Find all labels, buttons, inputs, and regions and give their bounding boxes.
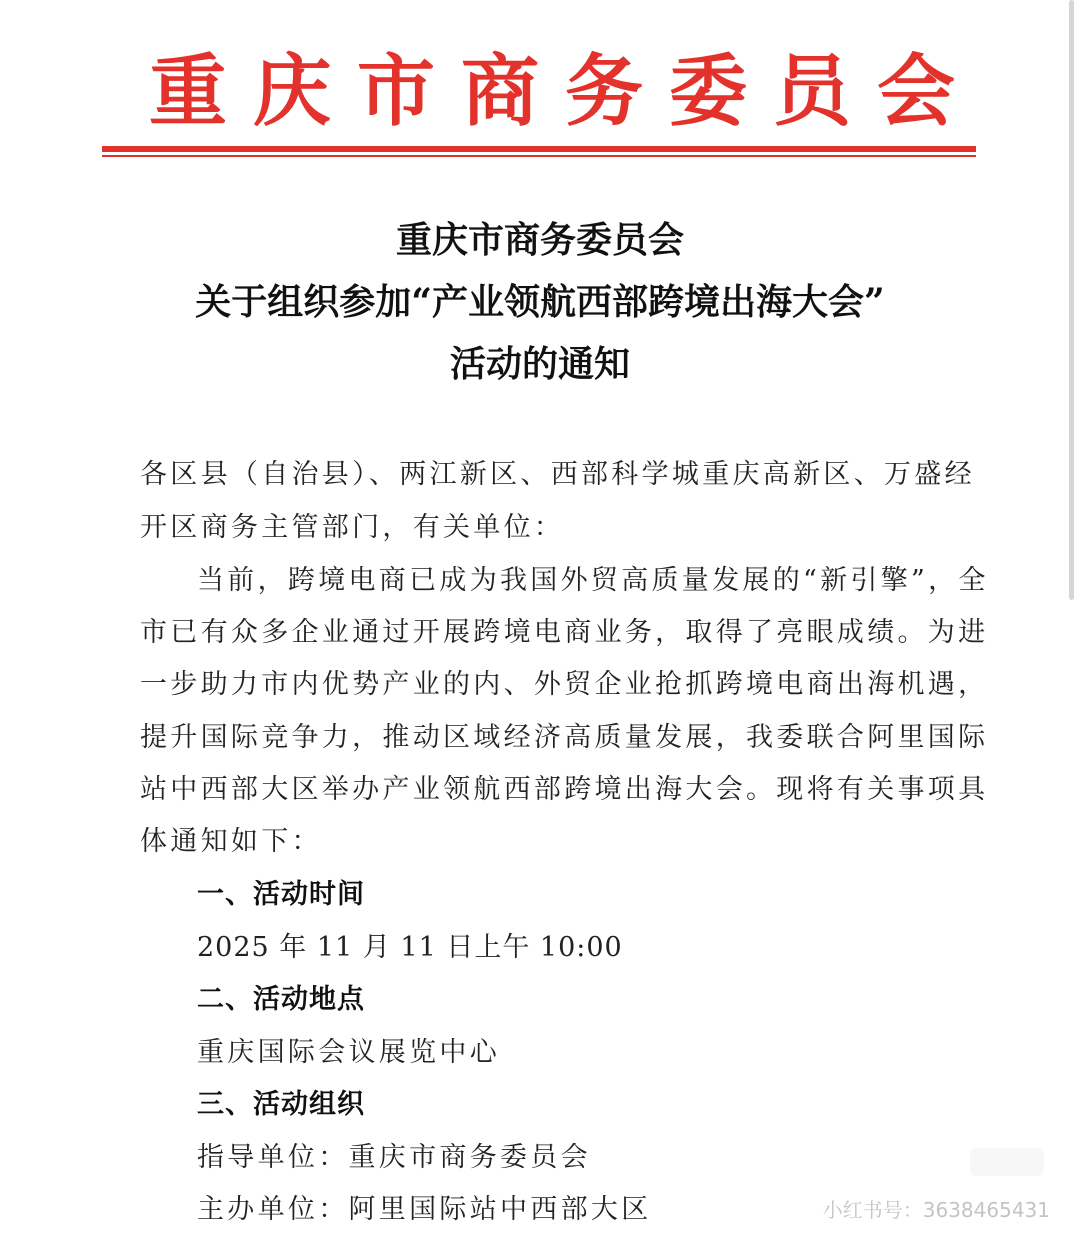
- body-line: 提升国际竞争力，推动区域经济高质量发展，我委联合阿里国际: [140, 722, 989, 753]
- host-unit: 主办单位：阿里国际站中西部大区: [197, 1194, 652, 1225]
- body-line: 站中西部大区举办产业领航西部跨境出海大会。现将有关事项具: [140, 774, 989, 805]
- body-line: 各区县（自治县）、两江新区、西部科学城重庆高新区、万盛经: [140, 459, 975, 490]
- watermark-text: 小红书号：3638465431: [822, 1198, 1050, 1222]
- section-heading-location: 二、活动地点: [197, 984, 365, 1015]
- letterhead-red-rule-thin: [102, 155, 976, 157]
- letterhead-red-rule: [102, 146, 976, 152]
- document-title-line-1: 重庆市商务委员会: [395, 219, 684, 261]
- watermark-logo: [970, 1148, 1044, 1176]
- activity-time: 2025 年 11 月 11 日上午 10:00: [197, 932, 623, 963]
- letterhead-org-name: 重庆市商务委员会: [148, 46, 981, 137]
- document-title-line-3: 活动的通知: [449, 343, 630, 385]
- section-heading-time: 一、活动时间: [197, 879, 365, 910]
- document-title-line-2: 关于组织参加“产业领航西部跨境出海大会”: [195, 281, 885, 323]
- body-line: 体通知如下：: [140, 826, 322, 857]
- guiding-unit: 指导单位：重庆市商务委员会: [197, 1142, 591, 1173]
- section-heading-organization: 三、活动组织: [197, 1089, 365, 1120]
- body-line: 市已有众多企业通过开展跨境电商业务，取得了亮眼成绩。为进: [140, 617, 989, 648]
- activity-location: 重庆国际会议展览中心: [197, 1037, 500, 1068]
- body-line: 一步助力市内优势产业的内、外贸企业抢抓跨境电商出海机遇，: [140, 669, 989, 700]
- body-line: 开区商务主管部门，有关单位：: [140, 512, 565, 543]
- body-line: 当前，跨境电商已成为我国外贸高质量发展的“新引擎”，全: [197, 565, 989, 596]
